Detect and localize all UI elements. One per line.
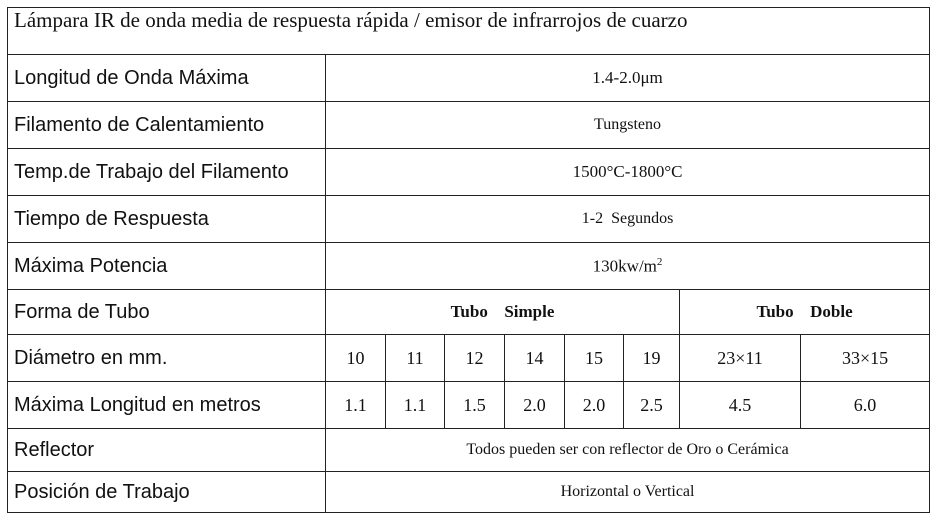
row-response xyxy=(8,196,930,243)
diameter-cell: 10 xyxy=(326,335,386,382)
filament-label: Filamento de Calentamiento xyxy=(8,102,326,149)
row-power xyxy=(8,243,930,290)
wavelength-label: Longitud de Onda Máxima xyxy=(8,55,326,102)
max-length-label: Máxima Longitud en metros xyxy=(8,382,326,429)
tube-shape-label: Forma de Tubo xyxy=(8,290,326,335)
response-value: 1-2 Segundos xyxy=(326,196,930,243)
spec-table xyxy=(7,7,930,513)
diameter-cell: 19 xyxy=(624,335,680,382)
max-length-cell: 2.0 xyxy=(565,382,624,429)
diameter-label: Diámetro en mm. xyxy=(8,335,326,382)
power-value xyxy=(326,243,930,290)
max-length-cell: 1.1 xyxy=(326,382,386,429)
wavelength-value: 1.4-2.0μm xyxy=(326,55,930,102)
max-length-cell: 2.0 xyxy=(505,382,565,429)
row-filament xyxy=(8,102,930,149)
filament-value: Tungsteno xyxy=(326,102,930,149)
diameter-cell: 12 xyxy=(445,335,505,382)
diameter-cell: 14 xyxy=(505,335,565,382)
power-exponent: 2 xyxy=(656,255,663,268)
table-title: Lámpara IR de onda media de respuesta rápida / emisor de infrarrojos de cuarzo xyxy=(8,8,930,55)
tube-single-header: Tubo Simple xyxy=(326,290,680,335)
row-wavelength xyxy=(8,55,930,102)
response-label: Tiempo de Respuesta xyxy=(8,196,326,243)
diameter-cell: 23×11 xyxy=(680,335,801,382)
temperature-value: 1500°C-1800°C xyxy=(326,149,930,196)
diameter-cell: 33×15 xyxy=(801,335,930,382)
row-reflector xyxy=(8,429,930,472)
row-tube-shape xyxy=(8,290,930,335)
row-temperature xyxy=(8,149,930,196)
power-number: 130kw/m xyxy=(592,256,657,276)
row-position xyxy=(8,472,930,513)
row-diameter xyxy=(8,335,930,382)
max-length-cell: 6.0 xyxy=(801,382,930,429)
temperature-label: Temp.de Trabajo del Filamento xyxy=(8,149,326,196)
reflector-label: Reflector xyxy=(8,429,326,472)
tube-double-header: Tubo Doble xyxy=(680,290,930,335)
max-length-cell: 1.5 xyxy=(445,382,505,429)
power-label: Máxima Potencia xyxy=(8,243,326,290)
max-length-cell: 4.5 xyxy=(680,382,801,429)
diameter-cell: 11 xyxy=(386,335,445,382)
max-length-cell: 1.1 xyxy=(386,382,445,429)
row-max-length xyxy=(8,382,930,429)
position-value: Horizontal o Vertical xyxy=(326,472,930,513)
max-length-cell: 2.5 xyxy=(624,382,680,429)
position-label: Posición de Trabajo xyxy=(8,472,326,513)
diameter-cell: 15 xyxy=(565,335,624,382)
reflector-value: Todos pueden ser con reflector de Oro o Cerámica xyxy=(326,429,930,472)
